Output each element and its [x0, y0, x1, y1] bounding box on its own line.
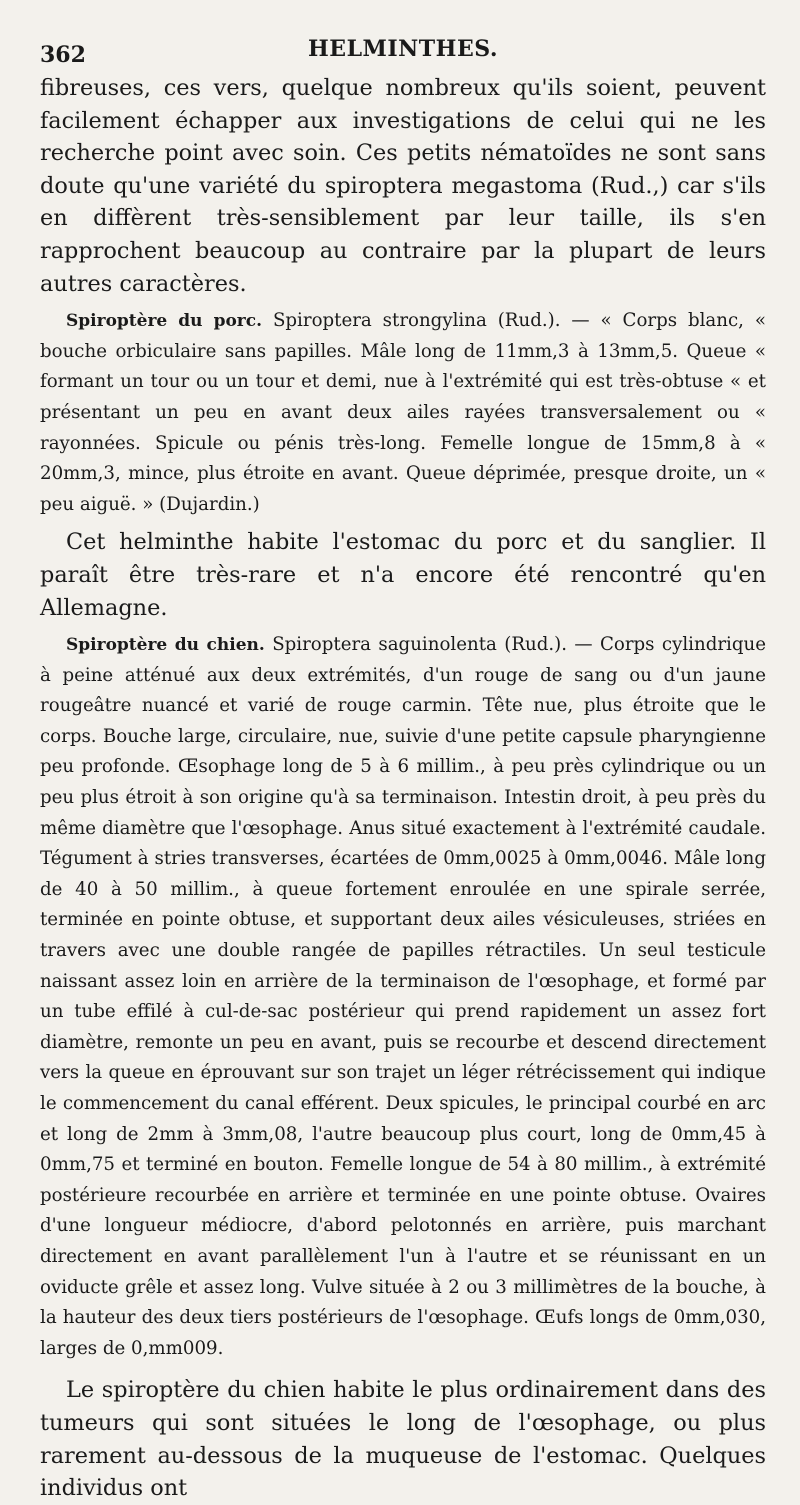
page-header	[40, 28, 766, 72]
entry-text-chien: Spiroptera saguinolenta (Rud.). — Corps cylindrique à peine atténué aux deux extrémités, d'un rouge de sang ou d'un jaune rougeâtre nuancé et varié de rouge carmin. Tête nue, plus étroite que le corps. Bouche large, circulaire, nue, suivie d'une petite capsule pharyngienne peu profonde. Œsophage long de 5 à 6 millim., à peu près cylindrique ou un peu plus étroit à son origine qu'à sa terminaison. Intestin droit, à peu près du même diamètre que l'œsophage. Anus situé exactement à l'extrémité caudale. Tégument à stries transverses, écartées de 0mm,0025 à 0mm,0046. Mâle long de 40 à 50 millim., à queue fortement enroulée en une spirale serrée, terminée en pointe obtuse, et supportant deux ailes vésiculeuses, striées en travers avec une double rangée de papilles rétractiles. Un seul testicule naissant assez loin en arrière de la terminaison de l'œsophage, et formé par un tube effilé à cul-de-sac postérieur qui prend rapidement un assez fort diamètre, remonte un peu en avant, puis se recourbe et descend directement vers la queue en éprouvant sur son trajet un léger rétrécissement qui indique le commencement du canal efférent. Deux spicules, le principal courbé en arc et long de 2mm à 3mm,08, l'autre beaucoup plus court, long de 0mm,45 à 0mm,75 et terminé en bouton. Femelle longue de 54 à 80 millim., à extrémité postérieure recourbée en arrière et terminée en une pointe obtuse. Ovaires d'une longueur médiocre, d'abord pelotonnés en arrière, puis marchant directement en avant parallèlement l'un à l'autre et se réunissant en un oviducte grêle et assez long. Vulve située à 2 ou 3 millimètres de la bouche, à la hauteur des deux tiers postérieurs de l'œsophage. Œufs longs de 0mm,030, larges de 0,mm009.	[40, 634, 766, 1359]
entry-label-porc: Spiroptère du porc.	[66, 311, 263, 332]
page-number: 362	[40, 42, 86, 68]
paragraph-habitat-porc: Cet helminthe habite l'estomac du porc et du sanglier. Il paraît être très-rare et n'a encore été rencontré qu'en Allemagne.	[40, 529, 766, 621]
entry-label-chien: Spiroptère du chien.	[66, 635, 265, 656]
entry-spiroptere-porc	[40, 306, 766, 520]
paragraph-habitat-chien: Le spiroptère du chien habite le plus ordinairement dans des tumeurs qui sont situées le long de l'œsophage, ou plus rarement au-dessous de la muqueuse de l'estomac. Quelques individus ont	[40, 1377, 766, 1502]
paragraph-intro: fibreuses, ces vers, quelque nombreux qu'ils soient, peuvent facilement échapper aux investigations de celui qui ne les recherche point avec soin. Ces petits nématoïdes ne sont sans doute qu'une variété du spiroptera megastoma (Rud.,) car s'ils en diffèrent très-sensiblement par leur taille, ils s'en rapprochent beaucoup au contraire par la plupart de leurs autres caractères.	[40, 75, 766, 297]
entry-spiroptere-chien	[40, 630, 766, 1364]
entry-text-porc: Spiroptera strongylina (Rud.). — « Corps blanc, « bouche orbiculaire sans papilles. Mâle long de 11mm,3 à 13mm,5. Queue « formant un tour ou un tour et demi, nue à l'extrémité qui est très-obtuse « et présentant un peu en avant deux ailes rayées transversalement ou « rayonnées. Spicule ou pénis très-long. Femelle longue de 15mm,8 à « 20mm,3, mince, plus étroite en avant. Queue déprimée, presque droite, un « peu aiguë. » (Dujardin.)	[40, 310, 766, 515]
running-title: HELMINTHES.	[308, 36, 498, 62]
